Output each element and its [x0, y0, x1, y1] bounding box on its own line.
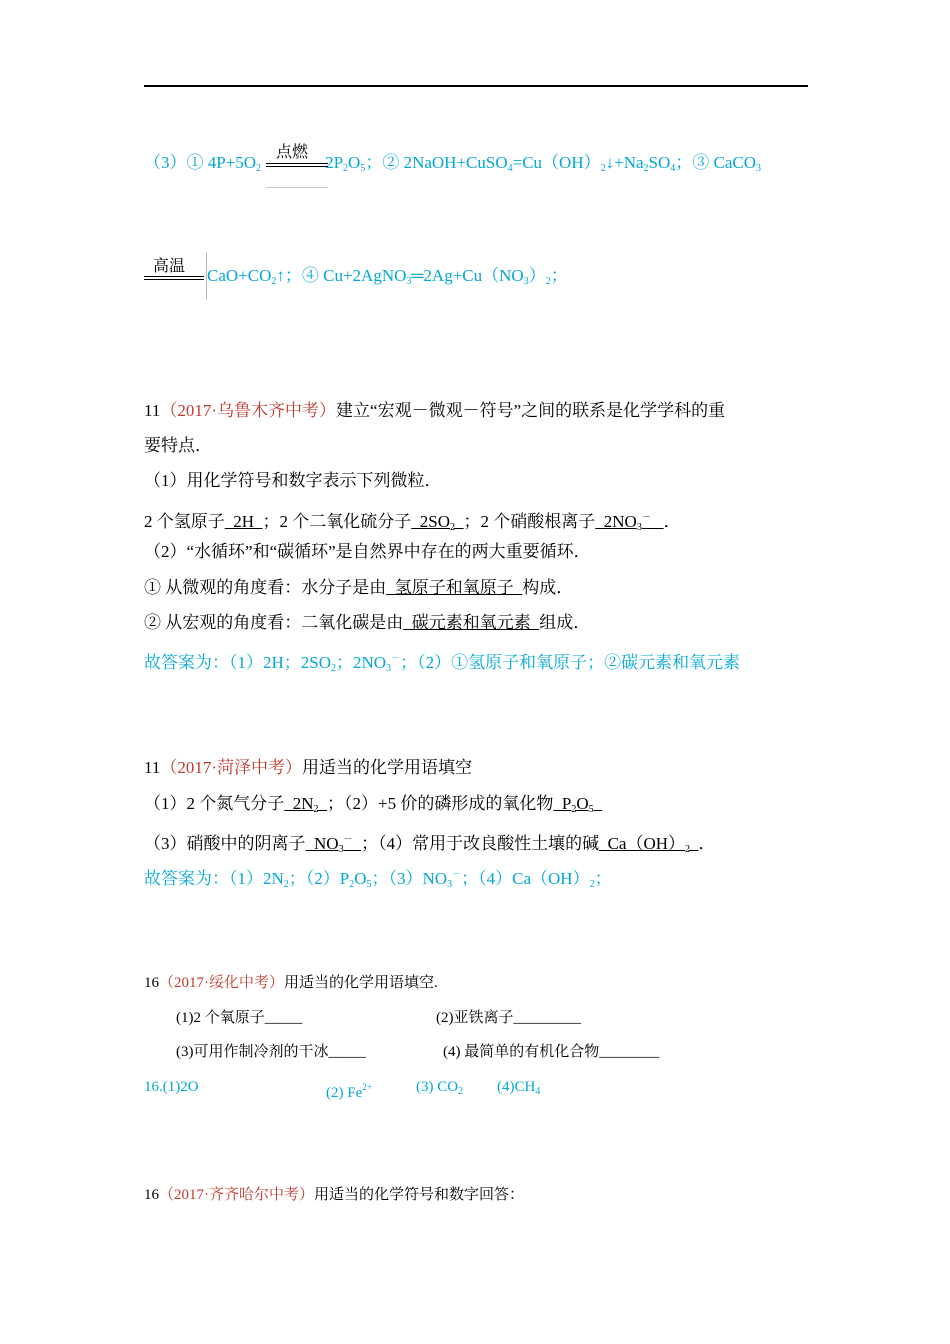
answer-text: ；（3）NO [371, 869, 448, 888]
answer-pad [455, 512, 464, 531]
eq-text: ↑；④ Cu+2AgNO [276, 266, 407, 285]
answer-sub: 2 [313, 804, 319, 815]
blank: ________ [599, 1044, 660, 1060]
question-11a-stem-2: 要特点． [144, 436, 212, 455]
answer-sub: 2 [331, 663, 337, 674]
answer-text: O [354, 869, 367, 888]
question-16a-answer-4 [497, 1075, 540, 1104]
text: ① 从微观的角度看：水分子是由 [144, 578, 387, 597]
answer-pad [651, 512, 664, 531]
eq-text: ； [550, 266, 568, 285]
text: 2 个氢原子 [144, 512, 225, 531]
eq-text: ═2Ag+Cu（NO [411, 266, 524, 285]
equation-line-2 [207, 264, 568, 294]
answer-sub: 2 [283, 879, 289, 890]
answer-blank: 氢原子和氧原子 [386, 578, 523, 597]
eq-sub: 2 [256, 163, 262, 174]
answer-sub: 3 [386, 663, 392, 674]
question-11a-part-1: （1）用化学符号和数字表示下列微粒． [144, 471, 442, 490]
text: （3）硝酸中的阴离子 [144, 834, 306, 853]
answer-sub: 2 [589, 879, 595, 890]
ignite-condition: 点燃 [276, 142, 309, 161]
answer-sub: 3 [338, 844, 344, 855]
eq-sub: 3 [523, 276, 529, 287]
question-16a-answer-3 [416, 1075, 463, 1104]
eq-text: （3）① 4P+5O [144, 153, 257, 172]
text: ． [698, 834, 716, 853]
question-text: 用适当的化学符号和数字回答： [314, 1187, 525, 1203]
question-11a-blanks-2 [144, 576, 573, 600]
text: （1）2 个氮气分子 [144, 794, 285, 813]
answer-blank [284, 794, 327, 813]
question-11b-stem [144, 756, 472, 780]
question-16a-item-2 [436, 1006, 581, 1030]
heat-condition: 高温 [153, 256, 186, 275]
answer-sup: － [641, 512, 651, 522]
answer-sub: 5 [366, 879, 372, 890]
question-11b-blanks-1 [144, 792, 602, 822]
question-11b-answer [144, 862, 612, 897]
question-11a-blanks-1 [144, 505, 681, 540]
answer-blank [599, 834, 698, 853]
answer-sub: 4 [535, 1086, 541, 1097]
eq-sub: 4 [507, 163, 513, 174]
question-source: （2017·绥化中考） [159, 975, 284, 991]
eq-sub: 2 [343, 163, 349, 174]
question-11a-part-2: （2）“水循环”和“碳循环”是自然界中存在的两大重要循环． [144, 542, 591, 561]
question-16a-stem [144, 971, 438, 995]
answer-blank [306, 834, 362, 853]
answer-sub: 2 [450, 522, 456, 533]
answer-sub: 3 [636, 522, 642, 533]
blank: _________ [513, 1010, 581, 1026]
equation-double-line [266, 163, 328, 167]
question-source: （2017·齐齐哈尔中考） [159, 1187, 314, 1203]
answer-sup: － [391, 653, 401, 663]
question-11a-answer [144, 646, 740, 681]
answer-sup: － [452, 869, 462, 879]
answer-text: Ca（OH） [599, 834, 686, 853]
answer-sub: 2 [571, 804, 577, 815]
text: ② 从宏观的角度看：二氧化碳是由 [144, 613, 404, 632]
question-16a-answer-1: 16.(1)2O [144, 1079, 199, 1095]
eq-text: ；③ CaCO [675, 153, 757, 172]
answer-sub: 2 [458, 1086, 464, 1097]
equation-line-1 [144, 151, 761, 181]
answer-sup: 2+ [362, 1082, 372, 1092]
question-text: 建立“宏观－微观－符号”之间的联系是化学学科的重 [336, 401, 726, 420]
eq-text: ；② 2NaOH+CuSO [365, 153, 508, 172]
eq-sub: 3 [406, 276, 412, 287]
answer-pad [690, 834, 699, 853]
answer-pad [594, 794, 603, 813]
question-11a-blanks-3 [144, 611, 590, 635]
question-text: 用适当的化学用语填空. [284, 975, 438, 991]
item-text: (3)可用作制冷剂的干冰 [176, 1044, 329, 1060]
answer-text: (4)CH [497, 1079, 536, 1095]
answer-sup: － [343, 834, 353, 844]
equation-double-line [144, 276, 204, 280]
answer-sub: 3 [447, 879, 453, 890]
eq-sub: 2 [643, 163, 649, 174]
question-16a-answer-2 [326, 1075, 372, 1105]
answer-text: 2SO [411, 512, 451, 531]
item-text: (1)2 个氧原子 [176, 1010, 265, 1026]
question-16a-item-4 [443, 1040, 659, 1064]
text: ；（2）+5 价的磷形成的氧化物 [327, 794, 554, 813]
text: ；2 个二氧化硫分子 [262, 512, 412, 531]
eq-text: O [348, 153, 361, 172]
blank: _____ [264, 1010, 303, 1026]
question-number: 11 [144, 758, 161, 777]
answer-text: P [553, 794, 572, 813]
eq-sub: 2 [600, 163, 606, 174]
eq-sub: 4 [670, 163, 676, 174]
eq-text: ） [528, 266, 546, 285]
answer-text: ；（4）Ca（OH） [461, 869, 590, 888]
answer-blank [595, 512, 663, 531]
answer-blank: 2H [224, 512, 263, 531]
answer-text: O [576, 794, 589, 813]
condition-box-line [266, 187, 328, 188]
answer-pad [319, 794, 328, 813]
question-source: （2017·菏泽中考） [160, 758, 303, 777]
answer-sub: 5 [588, 804, 594, 815]
text: 组成． [539, 613, 591, 632]
answer-text: ；（2）①氢原子和氧原子；②碳元素和氧元素 [400, 653, 741, 672]
eq-text: SO [648, 153, 671, 172]
eq-text: CaO+CO [207, 266, 272, 285]
question-16a-item-1 [176, 1006, 302, 1030]
answer-text: 故答案为：（1）2H；2SO [144, 653, 332, 672]
answer-text: (2) Fe [326, 1085, 363, 1101]
answer-text: 2NO [595, 512, 637, 531]
question-number: 16 [144, 975, 159, 991]
answer-blank [553, 794, 602, 813]
question-11a-stem-1 [144, 399, 725, 423]
question-number: 16 [144, 1187, 159, 1203]
item-text: (2)亚铁离子 [436, 1010, 514, 1026]
answer-text: ； [594, 869, 612, 888]
answer-text: (3) CO [416, 1079, 459, 1095]
blank: _____ [328, 1044, 366, 1060]
item-text: (4) 最简单的有机化合物 [443, 1044, 600, 1060]
answer-text: 故答案为：（1）2N [144, 869, 284, 888]
eq-text: 2P [325, 153, 344, 172]
question-source: （2017·乌鲁木齐中考） [160, 401, 337, 420]
answer-pad [353, 834, 362, 853]
eq-sub: 2 [545, 276, 551, 287]
question-16b-stem [144, 1183, 524, 1207]
question-text: 用适当的化学用语填空 [302, 758, 473, 777]
eq-text: ↓+Na [605, 153, 644, 172]
answer-text: NO [305, 834, 339, 853]
answer-text: ；（2）P [288, 869, 350, 888]
question-11b-blanks-2 [144, 827, 716, 862]
question-number: 11 [144, 401, 161, 420]
answer-sub: 2 [685, 844, 691, 855]
text: ；（4）常用于改良酸性土壤的碱 [361, 834, 600, 853]
eq-sub: 3 [756, 163, 762, 174]
eq-sub: 5 [360, 163, 366, 174]
header-rule [144, 85, 808, 87]
question-16a-item-3 [176, 1040, 366, 1064]
eq-sub: 2 [271, 276, 277, 287]
answer-blank: 碳元素和氧元素 [403, 613, 540, 632]
text: ；2 个硝酸根离子 [463, 512, 596, 531]
text: ． [663, 512, 681, 531]
answer-text: 2N [284, 794, 314, 813]
text: 构成． [522, 578, 574, 597]
eq-text: =Cu（OH） [512, 153, 601, 172]
answer-blank [411, 512, 463, 531]
answer-sub: 2 [349, 879, 355, 890]
answer-text: ；2NO [336, 653, 387, 672]
